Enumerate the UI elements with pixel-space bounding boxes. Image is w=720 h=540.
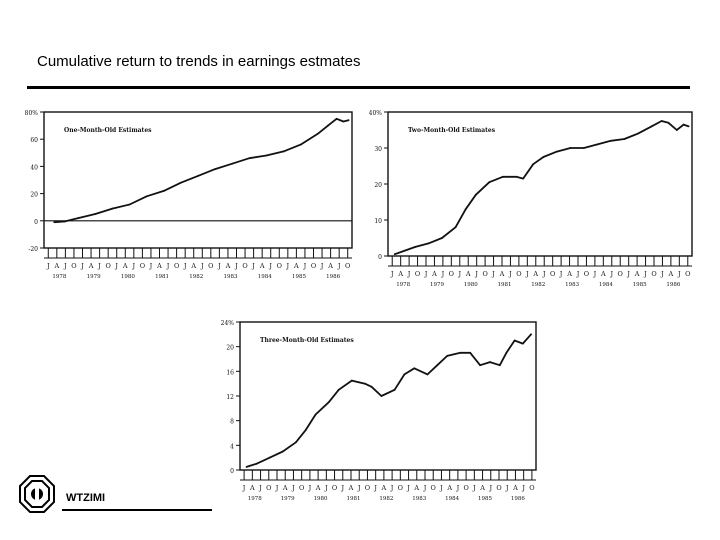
x-year-label: 1985 [632, 282, 647, 288]
data-point [248, 157, 250, 159]
series-line [395, 121, 689, 254]
x-year-label: 1983 [565, 282, 580, 288]
chart-svg [22, 108, 358, 288]
x-quarter-label: A [225, 262, 231, 270]
data-point [371, 386, 373, 388]
x-quarter-label: O [482, 270, 488, 278]
x-quarter-label: A [88, 262, 94, 270]
x-quarter-label: O [242, 262, 248, 270]
data-point [583, 147, 585, 149]
y-tick-label: 20 [374, 182, 382, 189]
x-year-label: 1979 [429, 282, 444, 288]
x-quarter-label: J [407, 270, 411, 278]
x-quarter-label: J [46, 262, 50, 270]
y-tick-label: 40% [368, 110, 382, 117]
x-year-label: 1981 [155, 274, 170, 280]
x-quarter-label: J [98, 262, 101, 270]
x-quarter-label: O [331, 484, 338, 492]
data-point [475, 194, 477, 196]
x-quarter-label: A [465, 270, 471, 278]
data-point [570, 147, 572, 149]
x-year-label: 1984 [445, 496, 460, 502]
x-quarter-label: J [286, 262, 290, 270]
logo-text: WTZIMI [66, 492, 106, 504]
y-tick-label: 30 [374, 146, 382, 153]
x-quarter-label: A [157, 262, 162, 270]
data-point [427, 374, 429, 376]
y-tick-label: 12 [226, 394, 234, 401]
x-quarter-label: A [480, 484, 485, 492]
data-point [459, 352, 461, 354]
data-point [488, 181, 490, 183]
data-point [317, 133, 319, 135]
x-quarter-label: A [567, 270, 572, 278]
plot-frame [240, 322, 536, 470]
x-quarter-label: O [173, 262, 180, 270]
data-point [530, 333, 532, 335]
data-point [436, 364, 438, 366]
data-point [129, 204, 131, 206]
slide-title: Cumulative return to trends in earnings estmates [37, 53, 361, 70]
data-point [343, 121, 345, 123]
data-point [327, 125, 329, 127]
data-point [394, 389, 396, 391]
x-year-label: 1978 [247, 496, 262, 502]
x-quarter-label: A [282, 484, 288, 492]
x-quarter-label: O [529, 484, 535, 492]
data-point [661, 120, 663, 122]
data-point [404, 374, 406, 376]
x-quarter-label: J [407, 484, 410, 492]
x-quarter-label: J [610, 270, 614, 278]
data-point [469, 352, 471, 354]
x-quarter-label: A [668, 270, 674, 278]
x-quarter-label: A [259, 262, 265, 270]
y-tick-label: 20 [30, 191, 38, 199]
data-point [94, 213, 96, 215]
x-quarter-label: J [489, 484, 493, 492]
x-quarter-label: J [115, 262, 119, 270]
x-quarter-label: J [390, 484, 394, 492]
data-point [489, 361, 491, 363]
data-point [441, 237, 443, 239]
y-tick-label: 4 [230, 443, 234, 451]
data-point [53, 221, 55, 223]
x-quarter-label: O [71, 262, 77, 270]
x-quarter-label: O [266, 484, 272, 492]
chart-title: Two-Month-Old Estimates [408, 127, 496, 134]
x-quarter-label: O [583, 270, 590, 278]
x-quarter-label: J [509, 270, 512, 278]
x-quarter-label: O [414, 270, 421, 278]
x-quarter-label: J [593, 270, 597, 278]
x-quarter-label: O [516, 270, 522, 278]
data-point [300, 144, 302, 146]
x-quarter-label: J [64, 262, 67, 270]
x-quarter-label: J [183, 262, 187, 270]
chart-two-month [362, 108, 702, 288]
x-quarter-label: O [345, 262, 351, 270]
data-point [266, 155, 268, 157]
x-year-label: 1980 [120, 274, 135, 280]
data-point [556, 151, 558, 153]
data-point [394, 253, 396, 255]
y-tick-label: 0 [34, 218, 38, 226]
data-point [522, 343, 524, 345]
x-quarter-label: O [298, 484, 305, 492]
x-quarter-label: J [440, 484, 443, 492]
x-quarter-label: J [475, 270, 478, 278]
x-year-label: 1980 [313, 496, 328, 502]
x-quarter-label: J [341, 484, 345, 492]
y-tick-label: 0 [378, 254, 382, 261]
x-year-label: 1982 [379, 496, 394, 502]
x-quarter-label: J [627, 270, 630, 278]
x-year-label: 1978 [396, 282, 411, 288]
x-year-label: 1978 [52, 274, 67, 280]
data-point [597, 144, 599, 146]
data-point [146, 195, 148, 197]
x-year-label: 1983 [223, 274, 238, 280]
data-point [77, 217, 79, 219]
x-quarter-label: A [600, 270, 606, 278]
x-quarter-label: A [315, 484, 321, 492]
x-quarter-label: O [549, 270, 556, 278]
x-year-label: 1985 [478, 496, 493, 502]
x-quarter-label: A [447, 484, 453, 492]
data-point [515, 176, 517, 178]
x-quarter-label: J [166, 262, 170, 270]
x-quarter-label: J [242, 484, 246, 492]
x-quarter-label: A [432, 270, 437, 278]
x-quarter-label: J [337, 262, 341, 270]
data-point [295, 441, 297, 443]
chart-svg [362, 108, 702, 288]
x-quarter-label: J [644, 270, 647, 278]
x-quarter-label: J [678, 270, 681, 278]
x-quarter-label: A [381, 484, 387, 492]
x-quarter-label: J [505, 484, 509, 492]
x-year-label: 1981 [497, 282, 512, 288]
y-tick-label: 80% [24, 110, 38, 117]
data-point [269, 457, 271, 459]
x-quarter-label: J [458, 270, 462, 278]
x-quarter-label: J [423, 484, 427, 492]
x-quarter-label: A [122, 262, 128, 270]
data-point [514, 340, 516, 342]
x-quarter-label: A [414, 484, 420, 492]
data-point [637, 133, 639, 135]
x-quarter-label: O [310, 262, 317, 270]
x-quarter-label: J [81, 262, 84, 270]
data-point [381, 395, 383, 397]
data-point [112, 208, 114, 210]
data-point [328, 401, 330, 403]
x-quarter-label: J [576, 270, 580, 278]
x-quarter-label: A [328, 262, 333, 270]
y-tick-label: 60 [30, 137, 38, 145]
x-quarter-label: O [364, 484, 371, 492]
data-point [351, 380, 353, 382]
data-point [404, 250, 406, 252]
data-point [246, 466, 248, 468]
x-quarter-label: J [275, 484, 279, 492]
x-quarter-label: A [634, 270, 640, 278]
x-quarter-label: O [430, 484, 436, 492]
data-point [667, 122, 669, 124]
x-year-label: 1986 [326, 274, 341, 280]
x-year-label: 1985 [291, 274, 306, 280]
x-quarter-label: J [542, 270, 546, 278]
x-quarter-label: O [651, 270, 657, 278]
data-point [283, 151, 285, 153]
data-point [180, 182, 182, 184]
x-quarter-label: J [200, 262, 204, 270]
data-point [348, 119, 350, 121]
x-quarter-label: J [235, 262, 238, 270]
chart-title: One-Month-Old Estimates [64, 127, 152, 134]
y-tick-label: 0 [230, 468, 234, 475]
x-quarter-label: A [294, 262, 299, 270]
x-quarter-label: J [269, 262, 273, 270]
title-rule [27, 86, 690, 89]
data-point [683, 124, 685, 126]
x-year-label: 1979 [86, 274, 101, 280]
x-year-label: 1981 [346, 496, 361, 502]
x-quarter-label: A [191, 262, 197, 270]
x-quarter-label: O [139, 262, 146, 270]
data-point [455, 226, 457, 228]
data-point [305, 429, 307, 431]
data-point [414, 246, 416, 248]
x-quarter-label: O [617, 270, 623, 278]
data-point [479, 364, 481, 366]
data-point [499, 364, 501, 366]
x-quarter-label: A [249, 484, 255, 492]
x-year-label: 1982 [531, 282, 546, 288]
y-tick-label: 8 [230, 418, 234, 426]
x-quarter-label: J [559, 270, 563, 278]
data-point [336, 118, 338, 120]
data-point [624, 138, 626, 140]
data-point [163, 190, 165, 192]
data-point [231, 163, 233, 165]
x-quarter-label: A [533, 270, 539, 278]
x-quarter-label: A [348, 484, 354, 492]
x-quarter-label: J [390, 270, 394, 278]
x-quarter-label: J [522, 484, 525, 492]
y-tick-label: 16 [226, 369, 234, 377]
chart-svg [218, 318, 548, 516]
x-quarter-label: J [320, 262, 324, 270]
x-quarter-label: A [499, 270, 505, 278]
series-line [247, 334, 531, 467]
y-tick-label: 10 [374, 218, 382, 225]
y-tick-label: 20 [226, 344, 234, 352]
data-point [688, 126, 690, 128]
y-tick-label: 40 [30, 164, 38, 172]
x-year-label: 1986 [666, 282, 681, 288]
data-point [465, 208, 467, 210]
x-quarter-label: J [357, 484, 361, 492]
x-quarter-label: J [424, 270, 428, 278]
x-quarter-label: J [492, 270, 495, 278]
data-point [214, 168, 216, 170]
y-tick-label: -20 [28, 246, 38, 253]
x-quarter-label: J [325, 484, 328, 492]
data-point [315, 414, 317, 416]
data-point [522, 178, 524, 180]
x-quarter-label: O [276, 262, 282, 270]
x-year-label: 1984 [598, 282, 613, 288]
x-quarter-label: J [259, 484, 262, 492]
x-quarter-label: J [661, 270, 664, 278]
data-point [428, 243, 430, 245]
x-quarter-label: J [308, 484, 312, 492]
x-quarter-label: J [218, 262, 221, 270]
data-point [338, 389, 340, 391]
x-quarter-label: O [448, 270, 455, 278]
data-point [651, 126, 653, 128]
data-point [506, 352, 508, 354]
chart-one-month [22, 108, 358, 288]
x-year-label: 1982 [189, 274, 204, 280]
x-quarter-label: O [208, 262, 214, 270]
x-year-label: 1980 [463, 282, 478, 288]
data-point [610, 140, 612, 142]
y-tick-label: 24% [220, 320, 234, 327]
x-quarter-label: A [398, 270, 404, 278]
x-quarter-label: A [54, 262, 60, 270]
data-point [256, 463, 258, 465]
x-quarter-label: J [526, 270, 529, 278]
data-point [446, 355, 448, 357]
x-quarter-label: J [132, 262, 136, 270]
x-quarter-label: J [303, 262, 307, 270]
x-quarter-label: O [496, 484, 502, 492]
data-point [197, 175, 199, 177]
x-quarter-label: J [374, 484, 377, 492]
x-quarter-label: J [441, 270, 445, 278]
data-point [413, 367, 415, 369]
x-year-label: 1984 [257, 274, 272, 280]
chart-title: Three-Month-Old Estimates [260, 337, 354, 344]
data-point [532, 163, 534, 165]
data-point [364, 383, 366, 385]
x-quarter-label: J [252, 262, 255, 270]
x-quarter-label: A [513, 484, 518, 492]
x-year-label: 1983 [412, 496, 427, 502]
data-point [64, 221, 66, 223]
data-point [542, 156, 544, 158]
series-line [54, 119, 348, 222]
x-year-label: 1979 [280, 496, 295, 502]
x-quarter-label: J [473, 484, 476, 492]
data-point [282, 451, 284, 453]
x-year-label: 1986 [510, 496, 525, 502]
chart-three-month [218, 318, 548, 516]
x-quarter-label: J [456, 484, 460, 492]
logo-rule [62, 509, 212, 511]
data-point [502, 176, 504, 178]
x-quarter-label: J [149, 262, 153, 270]
x-quarter-label: O [463, 484, 469, 492]
x-quarter-label: O [685, 270, 691, 278]
data-point [676, 129, 678, 131]
x-quarter-label: O [105, 262, 111, 270]
x-quarter-label: J [292, 484, 295, 492]
x-quarter-label: O [397, 484, 404, 492]
